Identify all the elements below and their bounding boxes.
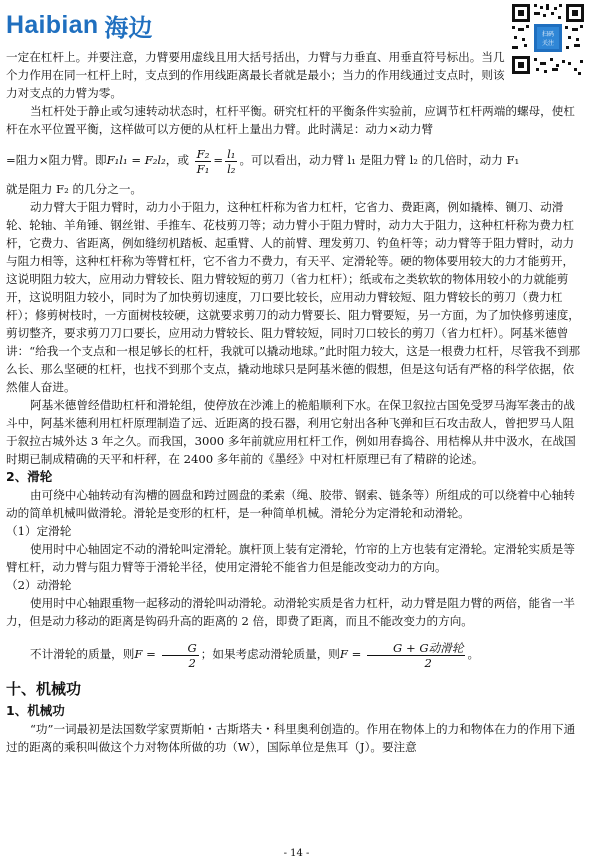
svg-text:扫码: 扫码	[541, 31, 555, 38]
formula-or: ，或	[165, 153, 189, 167]
paragraph: 使用时中心轴固定不动的滑轮叫定滑轮。旗杆顶上装有定滑轮，竹帘的上方也装有定滑轮。定滑轮实质是等臂杠杆，动力臂与阻力臂等于滑轮半径，使用定滑轮不能省力但是能改变动力的方向。	[6, 542, 575, 574]
fixed-mass-fraction	[162, 641, 199, 670]
paragraph: “功”一词最初是法国数学家贾斯帕・古斯塔夫・科里奥利创造的。作用在物体上的力和物体在力的作用下通过的距离的乘积叫做这个力对物体所做的功（W），国际单位是焦耳（J）。要注意	[6, 722, 576, 754]
pulley-mass-fraction	[367, 641, 465, 670]
subheading-moving-pulley: （2）动滑轮	[6, 578, 72, 592]
paragraph: 阿基米德曾经借助杠杆和滑轮组，使停放在沙滩上的桅船顺利下水。在保卫叙拉古国免受罗马海军袭击的战斗中，阿基米德利用杠杆原理制造了远、近距离的投石器，利用它射出各种飞弹和巨石攻击敌人，曾把罗马人阻于叙拉古城外达 3 年之久。而我国，3000 多年前就应用杠杆工作，例如用舂捣谷、用桔槔从井中汲水，在战国时期已制成精确的天平和杆秤，在 2400 多年前的《墨经》中对杠杆原理已有了精辟的论述。	[6, 398, 576, 466]
brand-logo	[6, 8, 152, 42]
fraction-denominator: F₁	[196, 161, 210, 176]
formula-f-label: F =	[134, 647, 156, 661]
fraction-denominator: 2	[424, 655, 432, 670]
paragraph: 使用时中心轴跟重物一起移动的滑轮叫动滑轮。动滑轮实质是省力杠杆，动力臂是阻力臂的两倍，能省一半力，但是动力移动的距离是钩码升高的距离的 2 倍，即费了距离，而且不能改变力的方向。	[6, 596, 575, 628]
content-top	[6, 48, 506, 102]
content-main	[6, 102, 584, 756]
formula-line	[6, 142, 584, 178]
fraction-numerator: G	[162, 641, 199, 656]
formula-f-label: F =	[339, 647, 362, 661]
section-heading-mechanical-work: 1、机械功	[6, 703, 65, 718]
pulley-formula-line	[6, 636, 584, 672]
section-heading-pulley: 2、滑轮	[6, 469, 53, 484]
svg-text:关注: 关注	[541, 40, 555, 47]
paragraph: 当杠杆处于静止或匀速转动状态时，杠杆平衡。研究杠杆的平衡条件实验前，应调节杠杆两端的螺母，使杠杆在水平位置平衡，这样做可以方便的从杠杆上量出力臂。此时满足：动力×动力臂	[6, 104, 575, 136]
fraction-denominator: 2	[188, 655, 196, 670]
logo-latin-text: Haibian	[6, 10, 99, 39]
paragraph: 动力臂大于阻力臂时，动力小于阻力，这种杠杆称为省力杠杆，它省力、费距离，例如撬棒、铡刀、动滑轮、轮轴、羊角锤、钢丝钳、手推车、花枝剪刀等；动力臂小于阻力臂时，动力大于阻力，这种杠杆称为费力杠杆，它费力、省距离，例如缝纫机踏板、起重臂、人的前臂、理发剪刀、钓鱼杆等；动力臂等于阻力臂时，动力与阻力相等，这种杠杆称为等臂杠杆，它不省力不费力，有天平、定滑轮等。硬的物体要用较大的力才能剪开，这说明阻力较大，应用动力臂较长、阻力臂较短的剪刀（省力杠杆）；纸或布之类软软的物体用较小的力就能剪开，这说明阻力较小，同时为了加快剪切速度，刀口要比较长，应用动力臂较短、阻力臂较长的剪刀（费力杠杆）；修剪树枝时，一方面树枝较硬，这就要求剪刀的动力臂要长、阻力臂要短，另一方面，为了加快修剪速度，剪切整齐，要求剪刀刀口要长，应用动力臂较长、阻力臂较短，同时刀口较长的剪刀（省力杠杆）。阿基米德曾讲：“给我一个支点和一根足够长的杠杆，我就可以撬动地球。”此时阻力较大，这是一根费力杠杆，尽管我不到那么长、那么坚硬的杠杆，也找不到那个支点，撬动地球只是阿基米德的假想，但是这句话有严格的科学依据，依然催人奋进。	[6, 200, 581, 394]
paragraph: 就是阻力 F₂ 的几分之一。	[6, 182, 143, 196]
paragraph: 一定在杠杆上。并要注意，力臂要用虚线且用大括号括出，力臂与力垂直、用垂直符号标出。当几个力作用在同一杠杆上时，支点到的作用线距离最长者就是最小；当力的作用线通过支点时，则该力对支点的力臂为零。	[6, 50, 505, 100]
force-ratio-fraction	[195, 147, 212, 176]
lever-balance-formula: F₁l₁ = F₂l₂	[106, 153, 166, 167]
qr-code-icon	[510, 2, 586, 76]
formula-middle: ；如果考虑动滑轮质量，则	[200, 647, 340, 661]
subheading-fixed-pulley: （1）定滑轮	[6, 524, 72, 538]
fraction-denominator: l₂	[227, 161, 236, 176]
paragraph: 由可绕中心轴转动有沟槽的圆盘和跨过圆盘的柔索（绳、胶带、钢索、链条等）所组成的可以绕着中心轴转动的简单机械叫做滑轮。滑轮是变形的杠杆，是一种简单机械。滑轮分为定滑轮和动滑轮。	[6, 488, 575, 520]
formula-lead: 不计滑轮的质量，则	[30, 647, 135, 661]
formula-end: 。	[467, 647, 480, 661]
page-number: - 14 -	[283, 848, 310, 859]
formula-lead: =阻力×阻力臂。即	[6, 153, 107, 167]
fraction-numerator: F₂	[196, 146, 210, 161]
fraction-numerator: l₁	[227, 146, 236, 161]
chapter-heading-mechanical-work: 十、机械功	[6, 680, 82, 698]
equals-sign: =	[213, 153, 224, 167]
formula-tail: 。可以看出，动力臂 l₁ 是阻力臂 l₂ 的几倍时，动力 F₁	[239, 153, 520, 167]
fraction-numerator: G + G动滑轮	[367, 641, 465, 656]
logo-cjk-text: 海边	[104, 13, 153, 42]
arm-ratio-fraction	[225, 147, 237, 176]
